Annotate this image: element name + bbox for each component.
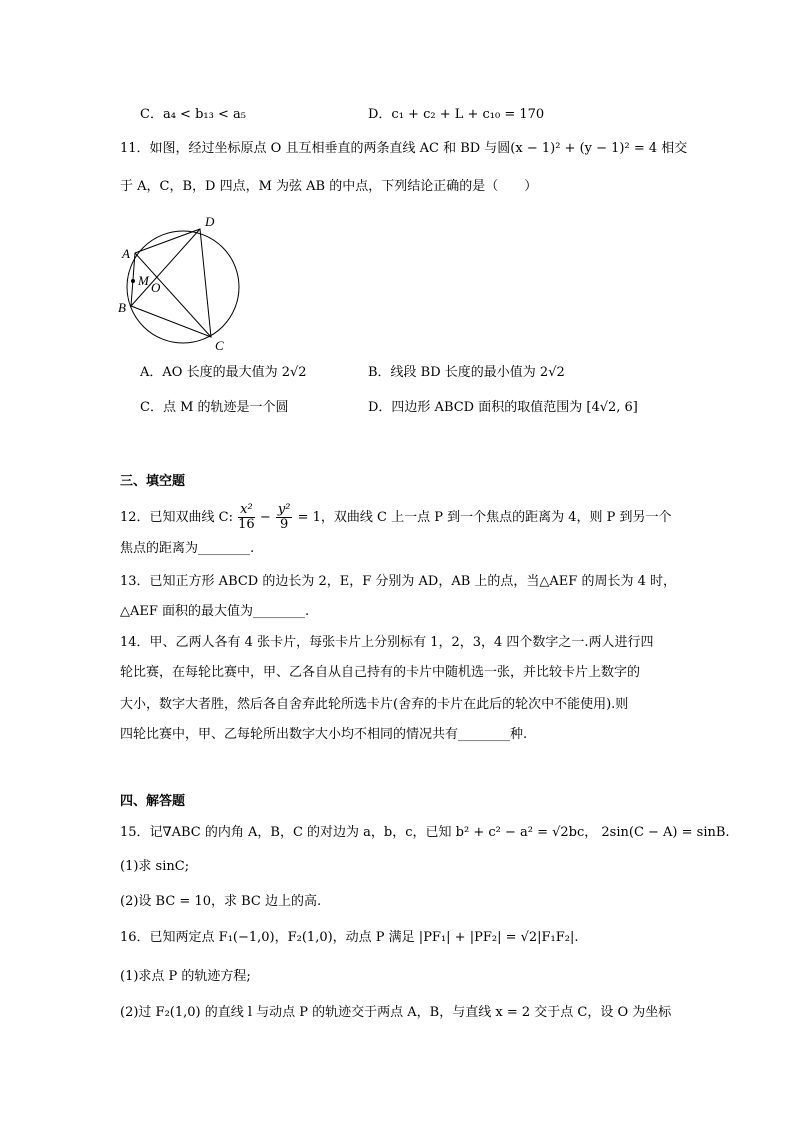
fraction-y2-9: $\frac{\text{y²}}{9}$	[277, 502, 291, 532]
q10-option-d: D．c₁ + c₂ + L + c₁₀ = 170	[368, 107, 545, 122]
fraction-x2-16: $\frac{\text{x²}}{16}$	[238, 502, 255, 532]
label-c: C	[215, 338, 224, 353]
diagonal-ac	[135, 253, 211, 337]
q11-stem-line1: 11．如图，经过坐标原点 O 且互相垂直的两条直线 AC 和 BD 与圆(x − 1)² + (y − 1)² = 4 相交	[120, 141, 688, 156]
q16-part2: (2)过 F₂(1,0) 的直线 l 与动点 P 的轨迹交于两点 A，B，与直线 x = 2 交于点 C，设 O 为坐标	[120, 1005, 672, 1020]
q15-part2: (2)设 BC = 10，求 BC 边上的高.	[120, 894, 322, 909]
q11-stem-line2: 于 A，C，B，D 四点，M 为弦 AB 的中点，下列结论正确的是（ ）	[120, 179, 538, 194]
label-a: A	[122, 246, 130, 261]
q11-option-d: D．四边形 ABCD 面积的取值范围为 [4√2, 6]	[368, 400, 638, 415]
minus-sign: −	[259, 510, 271, 525]
q12-stem-line1	[120, 500, 672, 536]
label-d: D	[205, 214, 215, 229]
q10-option-c: C．a₄ < b₁₃ < a₅	[140, 107, 246, 122]
q11-option-a: A．AO 长度的最大值为 2√2	[140, 365, 307, 380]
q11-option-c: C．点 M 的轨迹是一个圆	[140, 400, 289, 415]
diagonal-bd	[131, 229, 200, 306]
point-m	[131, 279, 135, 283]
section-heading-fill-in: 三、填空题	[120, 474, 186, 489]
label-o: O	[151, 280, 161, 295]
q12-prefix: 12．已知双曲线 C:	[120, 510, 234, 525]
q16-stem: 16．已知两定点 F₁(−1,0)，F₂(1,0)，动点 P 满足 |PF₁| + |PF₂| = √2|F₁F₂|.	[120, 930, 579, 945]
q15-part1: (1)求 sinC;	[120, 859, 190, 874]
q12-stem-line2: 焦点的距离为________.	[120, 541, 255, 556]
label-m: M	[138, 273, 149, 288]
q13-stem-line1: 13．已知正方形 ABCD 的边长为 2，E，F 分别为 AD，AB 上的点，当△AEF 的周长为 4 时，	[120, 574, 676, 589]
q14-stem-line1: 14．甲、乙两人各有 4 张卡片，每张卡片上分别标有 1，2，3，4 四个数字之一.两人进行四	[120, 635, 654, 650]
q12-suffix: = 1，双曲线 C 上一点 P 到一个焦点的距离为 4，则 P 到另一个	[297, 510, 672, 525]
q15-stem: 15．记∇ABC 的内角 A，B，C 的对边为 a，b，c，已知 b² + c² − a² = √2bc， 2sin(C − A) = sinB.	[120, 825, 730, 840]
q16-part1: (1)求点 P 的轨迹方程;	[120, 969, 251, 984]
q14-stem-line4: 四轮比赛中，甲、乙每轮所出数字大小均不相同的情况共有________种.	[120, 727, 528, 742]
q13-stem-line2: △AEF 面积的最大值为________.	[120, 604, 310, 619]
section-heading-solutions: 四、解答题	[120, 794, 186, 809]
label-b: B	[118, 300, 126, 315]
q11-option-b: B．线段 BD 长度的最小值为 2√2	[368, 365, 565, 380]
q14-stem-line3: 大小，数字大者胜，然后各自舍弃此轮所选卡片(舍弃的卡片在此后的轮次中不能使用).则	[120, 697, 629, 712]
q11-circle-figure	[110, 210, 250, 360]
q14-stem-line2: 轮比赛，在每轮比赛中，甲、乙各自从自己持有的卡片中随机选一张，并比较卡片上数字的	[120, 665, 641, 680]
